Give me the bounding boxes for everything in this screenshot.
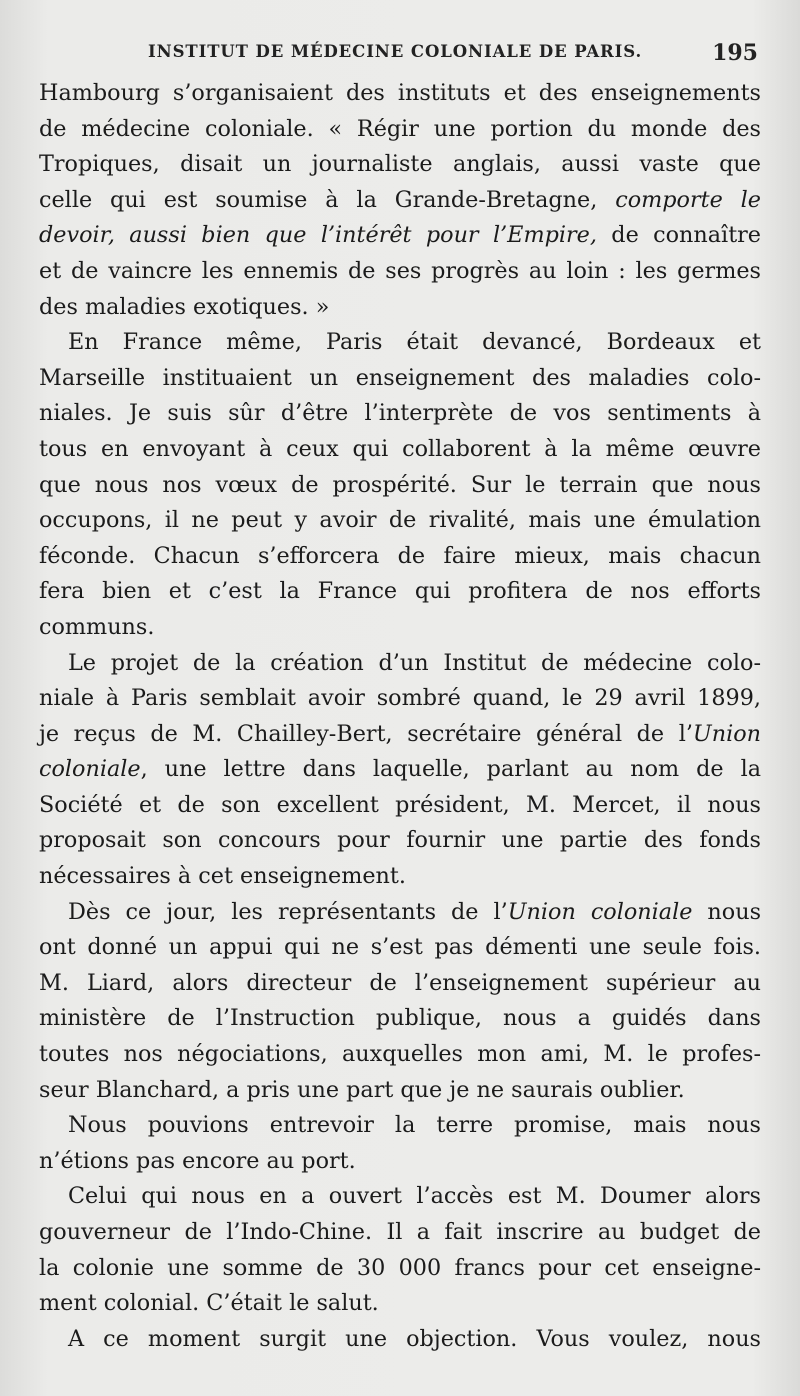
- line-text: la colonie une somme de 30 000 francs pour cet enseigne-: [39, 1254, 761, 1281]
- text-line: [39, 396, 761, 432]
- italic-text: coloniale: [39, 756, 141, 783]
- text-line: [39, 503, 761, 539]
- line-text: Dès ce jour, les représentants de l’: [68, 898, 508, 925]
- body-text: [39, 76, 761, 1357]
- text-line: [39, 1108, 761, 1144]
- line-text: En France même, Paris était devancé, Bordeaux et: [68, 329, 761, 356]
- text-line: [39, 1144, 761, 1180]
- italic-text: comporte le: [615, 186, 761, 213]
- line-text: nécessaires à cet enseignement.: [39, 863, 406, 890]
- text-line: [39, 1251, 761, 1287]
- text-line: [39, 823, 761, 859]
- running-head: [0, 38, 800, 74]
- text-line: [39, 147, 761, 183]
- italic-text: Union: [692, 720, 761, 747]
- text-line: [39, 717, 761, 753]
- text-line: [39, 752, 761, 788]
- line-text: Hambourg s’organisaient des instituts et des enseignements: [39, 80, 761, 106]
- line-text: Celui qui nous en a ouvert l’accès est M. Doumer alors: [68, 1183, 761, 1210]
- text-line: [39, 432, 761, 468]
- text-line: [39, 76, 761, 112]
- line-text: niale à Paris semblait avoir sombré quand, le 29 avril 1899,: [39, 685, 761, 712]
- page-number: 195: [712, 40, 758, 66]
- line-text: celle qui est soumise à la Grande-Bretagne,: [39, 186, 616, 213]
- line-text: fera bien et c’est la France qui profitera de nos efforts: [39, 578, 761, 605]
- line-text: communs.: [39, 613, 155, 640]
- line-text: toutes nos négociations, auxquelles mon ami, M. le profes-: [39, 1041, 761, 1068]
- text-line: [39, 788, 761, 824]
- line-text: des maladies exotiques. »: [39, 293, 330, 320]
- line-text: Marseille instituaient un enseignement des maladies colo-: [39, 364, 761, 391]
- text-line: [39, 254, 761, 290]
- text-line: [39, 218, 761, 254]
- text-line: [39, 361, 761, 397]
- line-text: seur Blanchard, a pris une part que je ne saurais oublier.: [39, 1076, 685, 1103]
- line-text: nous: [692, 898, 762, 925]
- text-line: [39, 112, 761, 148]
- line-text: féconde. Chacun s’efforcera de faire mieux, mais chacun: [39, 542, 761, 569]
- running-title: INSTITUT DE MÉDECINE COLONIALE DE PARIS.: [148, 42, 643, 61]
- text-line: [39, 1215, 761, 1251]
- text-line: [39, 930, 761, 966]
- line-text: de médecine coloniale. « Régir une portion du monde des: [39, 115, 761, 142]
- line-text: A ce moment surgit une objection. Vous voulez, nous: [68, 1325, 761, 1352]
- line-text: Le projet de la création d’un Institut de médecine colo-: [68, 649, 761, 676]
- text-line: [39, 646, 761, 682]
- line-text: Société et de son excellent président, M. Mercet, il nous: [39, 791, 761, 818]
- text-line: [39, 1037, 761, 1073]
- text-line: [39, 1286, 761, 1322]
- line-text: M. Liard, alors directeur de l’enseignement supérieur au: [39, 969, 761, 996]
- text-line: [39, 1179, 761, 1215]
- line-text: , une lettre dans laquelle, parlant au nom de la: [140, 756, 761, 783]
- text-line: [39, 1001, 761, 1037]
- text-line: [39, 859, 761, 895]
- text-line: [39, 539, 761, 575]
- text-line: [39, 325, 761, 361]
- line-text: et de vaincre les ennemis de ses progrès au loin : les germes: [39, 257, 761, 284]
- line-text: je reçus de M. Chailley-Bert, secrétaire général de l’: [39, 720, 693, 747]
- text-line: [39, 895, 761, 931]
- text-line: [39, 1073, 761, 1109]
- line-text: gouverneur de l’Indo-Chine. Il a fait inscrire au budget de: [39, 1219, 761, 1245]
- line-text: ment colonial. C’était le salut.: [39, 1290, 379, 1317]
- line-text: n’étions pas encore au port.: [39, 1147, 356, 1174]
- italic-text: devoir, aussi bien que l’intérêt pour l’Empire,: [39, 222, 597, 249]
- text-line: [39, 574, 761, 610]
- italic-text: Union coloniale: [507, 898, 693, 925]
- line-text: ministère de l’Instruction publique, nous a guidés dans: [39, 1005, 761, 1032]
- line-text: Tropiques, disait un journaliste anglais, aussi vaste que: [39, 151, 761, 178]
- line-text: Nous pouvions entrevoir la terre promise, mais nous: [68, 1112, 761, 1139]
- line-text: de connaître: [596, 222, 762, 249]
- text-line: [39, 290, 761, 326]
- text-line: [39, 183, 761, 219]
- line-text: que nous nos vœux de prospérité. Sur le terrain que nous: [39, 471, 761, 498]
- line-text: niales. Je suis sûr d’être l’interprète de vos sentiments à: [39, 400, 761, 427]
- line-text: occupons, il ne peut y avoir de rivalité, mais une émulation: [39, 507, 761, 534]
- line-text: ont donné un appui qui ne s’est pas démenti une seule fois.: [39, 934, 761, 961]
- line-text: proposait son concours pour fournir une partie des fonds: [39, 827, 761, 854]
- text-line: [39, 610, 761, 646]
- text-line: [39, 1322, 761, 1358]
- text-line: [39, 468, 761, 504]
- text-line: [39, 681, 761, 717]
- text-line: [39, 966, 761, 1002]
- line-text: tous en envoyant à ceux qui collaborent à la même œuvre: [39, 435, 761, 462]
